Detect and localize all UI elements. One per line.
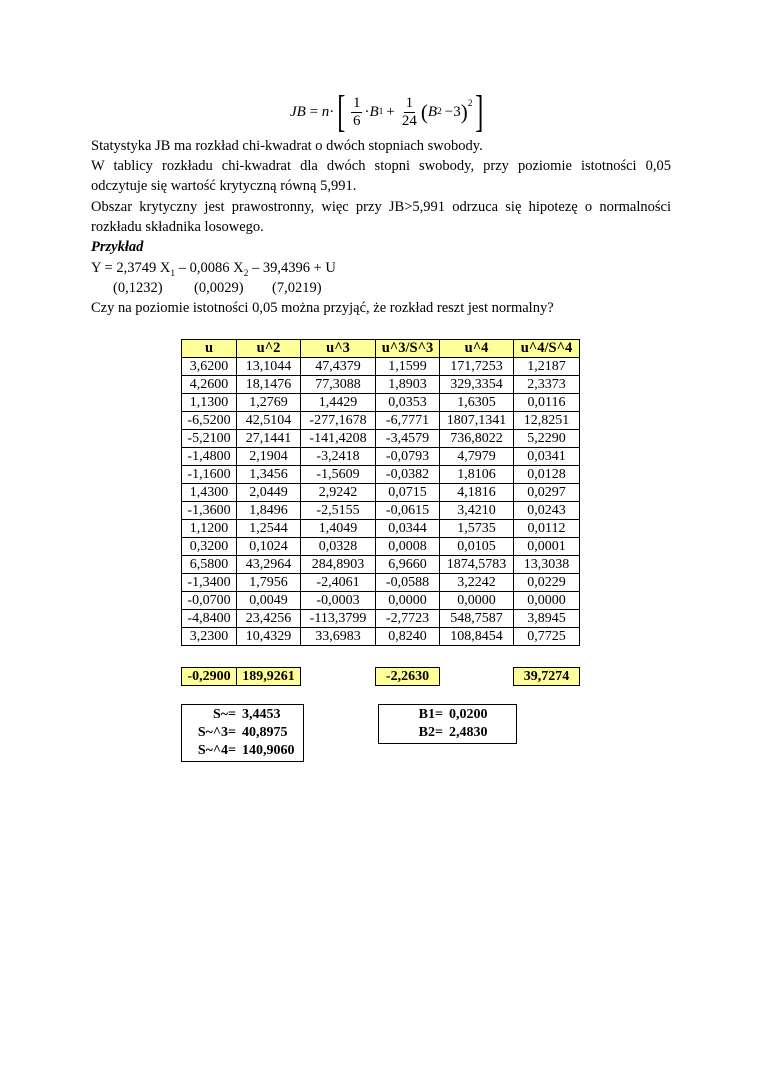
table-cell: 4,2600 [182,376,237,394]
table-cell: 0,0128 [514,466,580,484]
table-cell: 0,0116 [514,394,580,412]
table-cell: 0,7725 [514,628,580,646]
right-bracket: ] [475,87,484,136]
table-cell: -1,3400 [182,574,237,592]
table-row [182,358,580,376]
std-error-3: (7,0219) [272,280,322,296]
header-u4: u^4 [440,340,514,358]
table-cell: 1,1599 [376,358,440,376]
table-cell: -2,7723 [376,610,440,628]
table-row [182,430,580,448]
left-paren: ( [420,99,428,124]
table-cell: 0,0008 [376,538,440,556]
table-cell: 0,0344 [376,520,440,538]
table-cell: 1,4300 [182,484,237,502]
table-row [182,610,580,628]
table-cell: 3,2242 [440,574,514,592]
table-cell: -4,8400 [182,610,237,628]
table-cell: 3,8945 [514,610,580,628]
table-row [182,484,580,502]
fraction-one-24th [400,95,419,130]
std-error-1: (0,1232) [113,280,163,296]
table-cell: 0,1024 [237,538,301,556]
table-row [182,394,580,412]
table-cell: 27,1441 [237,430,301,448]
table-cell: 1874,5783 [440,556,514,574]
table-cell: -6,7771 [376,412,440,430]
paragraph-jb-distribution: Statystyka JB ma rozkład chi-kwadrat o dwóch stopniach swobody. [91,138,483,154]
frac2-numerator: 1 [405,94,414,111]
formula-dot: · [329,103,335,120]
table-cell: 0,0001 [514,538,580,556]
paragraph-critical-line2: rozkładu składnika losowego. [91,219,264,235]
table-cell: 0,0000 [440,592,514,610]
regression-equation [91,258,671,284]
table-cell: 6,5800 [182,556,237,574]
frac1-denominator: 6 [352,112,361,129]
eq-part-y: Y = 2,3749 X [91,260,171,276]
table-cell: 0,0715 [376,484,440,502]
moment-label: S~^3= [197,725,236,740]
std-error-2: (0,0029) [194,280,244,296]
table-cell: 77,3088 [301,376,376,394]
table-cell: 5,2290 [514,430,580,448]
table-cell: 1,7956 [237,574,301,592]
formula-b1: B [369,103,379,120]
table-cell: 23,4256 [237,610,301,628]
table-cell: 1,2187 [514,358,580,376]
table-cell: 0,0105 [440,538,514,556]
coef-label: B1= [418,707,443,722]
header-u4-s4: u^4/S^4 [514,340,580,358]
table-cell: 0,0000 [376,592,440,610]
table-cell: 3,2300 [182,628,237,646]
table-cell: -1,3600 [182,502,237,520]
coef-value: 0,0200 [449,707,488,722]
table-cell: -1,5609 [301,466,376,484]
table-row [182,538,580,556]
header-u2: u^2 [237,340,301,358]
table-row [182,412,580,430]
table-cell: 1,1200 [182,520,237,538]
table-cell: 18,1476 [237,376,301,394]
eq-part-mid: – 0,0086 X [175,260,244,276]
table-cell: 2,0449 [237,484,301,502]
table-row [182,556,580,574]
header-u: u [182,340,237,358]
table-cell: 0,0341 [514,448,580,466]
table-cell: -1,1600 [182,466,237,484]
table-cell: 1,8106 [440,466,514,484]
sums-table [181,667,580,686]
paragraph-critical-line1: Obszar krytyczny jest prawostronny, więc przy JB>5,991 odrzuca się hipotezę o normalności [91,199,671,215]
table-row [182,628,580,646]
left-bracket: [ [337,87,346,136]
formula-b1-sub: 1 [378,107,384,117]
table-cell: 1807,1341 [440,412,514,430]
sum-u2: 189,9261 [237,668,301,686]
moment-label: S~^4= [197,743,236,758]
table-cell: 4,1816 [440,484,514,502]
table-cell: -3,4579 [376,430,440,448]
formula-b2-sub: 2 [437,107,442,117]
table-cell: 0,0243 [514,502,580,520]
table-cell: 2,3373 [514,376,580,394]
moment-row-s [182,706,303,724]
table-cell: 0,8240 [376,628,440,646]
coef-label: B2= [418,725,443,740]
table-cell: 13,3038 [514,556,580,574]
table-cell: 33,6983 [301,628,376,646]
sum-u4-s4: 39,7274 [514,668,580,686]
table-cell: 0,0353 [376,394,440,412]
formula-exponent: 2 [467,99,473,109]
table-row [182,520,580,538]
table-cell: 736,8022 [440,430,514,448]
table-cell: 1,4049 [301,520,376,538]
moment-label: S~= [212,707,236,722]
table-cell: -0,0003 [301,592,376,610]
moment-row-s4 [182,742,303,760]
table-row [182,448,580,466]
table-cell: 47,4379 [301,358,376,376]
table-cell: 43,2964 [237,556,301,574]
formula-n: n [321,103,330,120]
table-cell: 1,8903 [376,376,440,394]
eq-part-end: – 39,4396 + U [248,260,336,276]
table-row [182,574,580,592]
question: Czy na poziomie istotności 0,05 można przyjąć, że rozkład reszt jest normalny? [91,300,554,316]
table-cell: 1,2769 [237,394,301,412]
table-cell: 12,8251 [514,412,580,430]
fraction-one-sixth [351,95,363,130]
table-row [182,592,580,610]
table-cell: -3,2418 [301,448,376,466]
table-cell: 2,1904 [237,448,301,466]
table-cell: 1,2544 [237,520,301,538]
table-cell: -141,4208 [301,430,376,448]
coef-row-b1 [379,706,516,724]
formula-b2: B [427,103,438,120]
table-cell: -2,4061 [301,574,376,592]
table-cell: 0,0229 [514,574,580,592]
table-cell: 284,8903 [301,556,376,574]
table-cell: 0,3200 [182,538,237,556]
eq-x2-sub: 2 [243,268,249,279]
table-cell: 0,0049 [237,592,301,610]
table-cell: -0,0793 [376,448,440,466]
formula-lhs: JB [290,103,306,120]
table-cell: 10,4329 [237,628,301,646]
sum-empty-1 [301,668,376,686]
table-cell: 108,8454 [440,628,514,646]
table-cell: 1,1300 [182,394,237,412]
moment-row-s3 [182,724,303,742]
formula-eq: = [305,103,322,120]
frac2-denominator: 24 [401,112,417,129]
table-cell: 1,5735 [440,520,514,538]
table-cell: 3,4210 [440,502,514,520]
table-row [182,466,580,484]
table-cell: 0,0328 [301,538,376,556]
table-header-row [182,340,580,358]
table-cell: 2,9242 [301,484,376,502]
table-cell: -0,0700 [182,592,237,610]
coef-value: 2,4830 [449,725,488,740]
table-cell: -113,3799 [301,610,376,628]
table-cell: 548,7587 [440,610,514,628]
b-coefficients-box [378,704,517,744]
sum-empty-2 [440,668,514,686]
paragraph-table-line2: odczytuje się wartość krytyczną równą 5,991. [91,178,357,194]
moments-box [181,704,304,762]
table-cell: 1,3456 [237,466,301,484]
moment-value: 140,9060 [242,743,295,758]
coef-row-b2 [379,724,516,742]
table-cell: 13,1044 [237,358,301,376]
table-cell: -6,5200 [182,412,237,430]
table-cell: 1,8496 [237,502,301,520]
paragraph-table-line1: W tablicy rozkładu chi-kwadrat dla dwóch stopni swobody, przy poziomie istotności 0,05 [91,158,671,174]
table-cell: 0,0112 [514,520,580,538]
table-cell: -2,5155 [301,502,376,520]
frac1-numerator: 1 [352,94,361,111]
table-cell: -277,1678 [301,412,376,430]
table-cell: -0,0615 [376,502,440,520]
table-cell: 1,6305 [440,394,514,412]
table-row [182,502,580,520]
table-cell: 171,7253 [440,358,514,376]
residuals-table [181,339,580,646]
table-cell: 0,0297 [514,484,580,502]
formula-plus: + [386,103,395,120]
table-cell: 4,7979 [440,448,514,466]
sum-u3-s3: -2,2630 [376,668,440,686]
table-cell: 329,3354 [440,376,514,394]
jb-formula [290,88,487,136]
example-title: Przykład [91,239,144,255]
table-cell: 3,6200 [182,358,237,376]
table-cell: 6,9660 [376,556,440,574]
formula-dot-2: · [364,103,370,120]
moment-value: 40,8975 [242,725,288,740]
eq-x1-sub: 1 [170,268,176,279]
right-paren: ) [460,99,468,124]
moment-value: 3,4453 [242,707,281,722]
header-u3: u^3 [301,340,376,358]
table-cell: -0,0382 [376,466,440,484]
table-cell: -5,2100 [182,430,237,448]
formula-minus3: −3 [444,103,461,120]
sum-u: -0,2900 [182,668,237,686]
sums-row [182,668,580,686]
table-cell: -0,0588 [376,574,440,592]
table-cell: -1,4800 [182,448,237,466]
header-u3-s3: u^3/S^3 [376,340,440,358]
table-cell: 1,4429 [301,394,376,412]
table-cell: 42,5104 [237,412,301,430]
table-cell: 0,0000 [514,592,580,610]
table-row [182,376,580,394]
